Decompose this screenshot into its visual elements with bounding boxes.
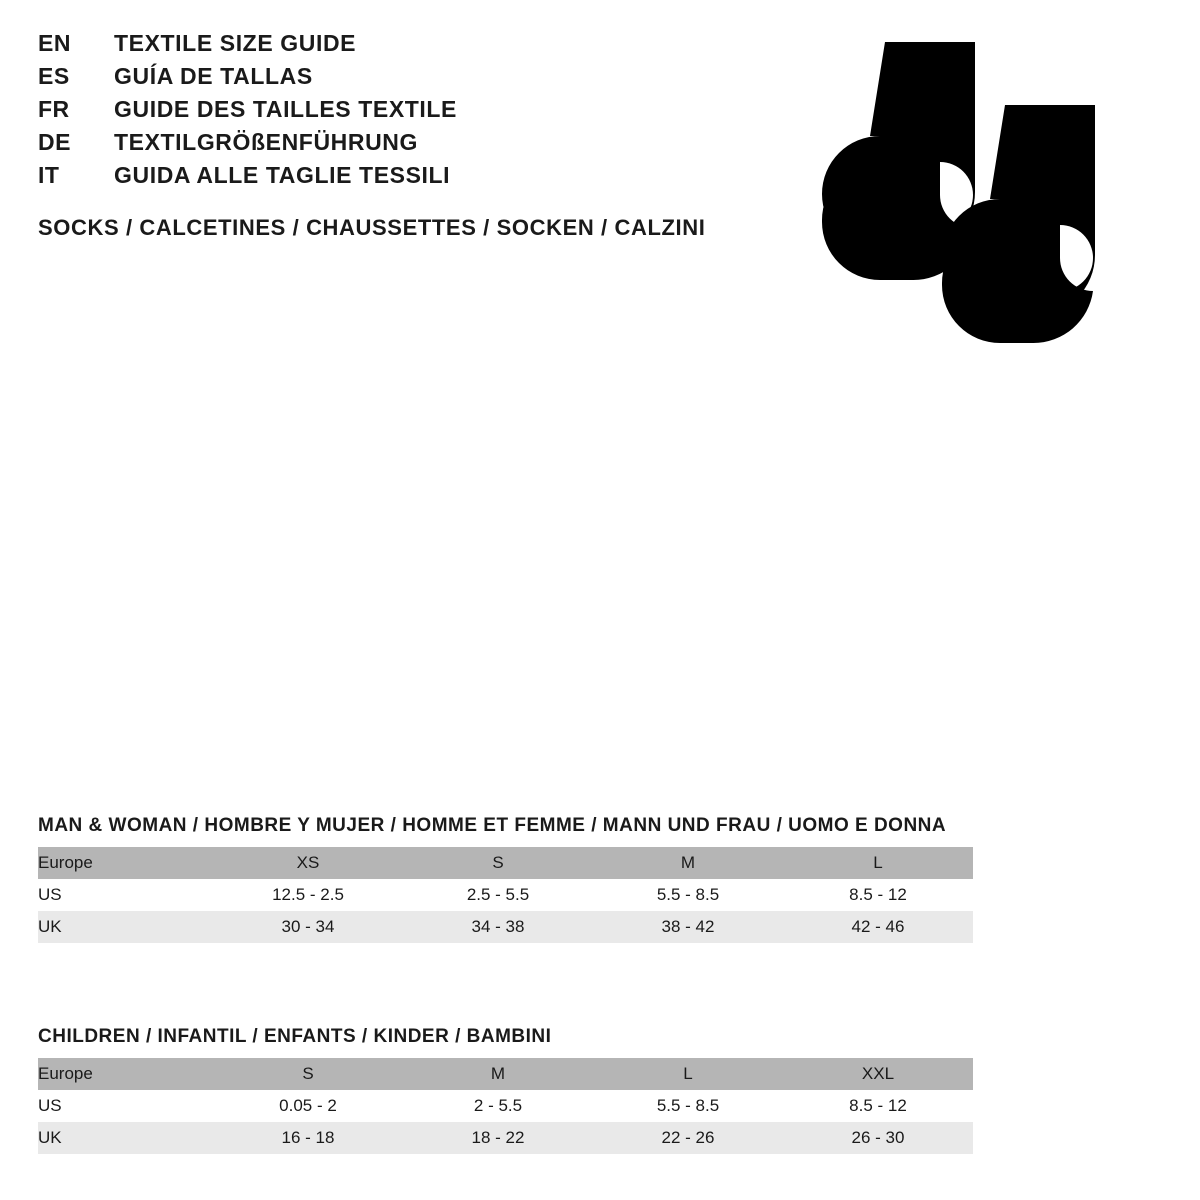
cell-uk-1: 16 - 18 xyxy=(213,1122,403,1154)
man-woman-section xyxy=(38,815,973,943)
language-row-it xyxy=(38,162,798,195)
cell-europe-3: M xyxy=(593,847,783,879)
language-row-fr xyxy=(38,96,798,129)
language-title-de: TEXTILGRÖßENFÜHRUNG xyxy=(114,129,418,155)
row-label-us: US xyxy=(38,1090,213,1122)
row-label-us: US xyxy=(38,879,213,911)
cell-europe-1: S xyxy=(213,1058,403,1090)
cell-us-4: 8.5 - 12 xyxy=(783,1090,973,1122)
table-row xyxy=(38,1122,973,1154)
row-label-uk: UK xyxy=(38,1122,213,1154)
language-title-en: TEXTILE SIZE GUIDE xyxy=(114,30,357,56)
language-title-fr: GUIDE DES TAILLES TEXTILE xyxy=(114,96,457,122)
cell-uk-3: 22 - 26 xyxy=(593,1122,783,1154)
cell-us-3: 5.5 - 8.5 xyxy=(593,1090,783,1122)
table-row xyxy=(38,1058,973,1090)
cell-uk-3: 38 - 42 xyxy=(593,911,783,943)
cell-europe-4: XXL xyxy=(783,1058,973,1090)
cell-us-2: 2.5 - 5.5 xyxy=(403,879,593,911)
cell-uk-1: 30 - 34 xyxy=(213,911,403,943)
cell-us-1: 12.5 - 2.5 xyxy=(213,879,403,911)
table-row xyxy=(38,911,973,943)
table-row xyxy=(38,879,973,911)
language-code-fr: FR xyxy=(38,96,70,122)
language-row-de xyxy=(38,129,798,162)
row-label-uk: UK xyxy=(38,911,213,943)
cell-us-2: 2 - 5.5 xyxy=(403,1090,593,1122)
cell-us-1: 0.05 - 2 xyxy=(213,1090,403,1122)
language-code-en: EN xyxy=(38,30,71,56)
row-label-europe: Europe xyxy=(38,1058,213,1090)
cell-europe-4: L xyxy=(783,847,973,879)
cell-europe-2: S xyxy=(403,847,593,879)
language-row-es xyxy=(38,63,798,96)
cell-europe-2: M xyxy=(403,1058,593,1090)
language-row-en xyxy=(38,30,798,63)
language-code-it: IT xyxy=(38,162,60,188)
children-section xyxy=(38,1026,973,1154)
row-label-europe: Europe xyxy=(38,847,213,879)
socks-illustration xyxy=(800,30,1140,360)
man-woman-title: MAN & WOMAN / HOMBRE Y MUJER / HOMME ET FEMME / MANN UND FRAU / UOMO E DONNA xyxy=(38,815,947,836)
language-title-it: GUIDA ALLE TAGLIE TESSILI xyxy=(114,162,451,188)
header-block xyxy=(38,30,798,241)
cell-uk-4: 26 - 30 xyxy=(783,1122,973,1154)
language-code-de: DE xyxy=(38,129,71,155)
man-woman-size-table xyxy=(38,847,973,943)
cell-us-3: 5.5 - 8.5 xyxy=(593,879,783,911)
cell-uk-2: 18 - 22 xyxy=(403,1122,593,1154)
children-size-table xyxy=(38,1058,973,1154)
cell-uk-4: 42 - 46 xyxy=(783,911,973,943)
cell-us-4: 8.5 - 12 xyxy=(783,879,973,911)
table-row xyxy=(38,847,973,879)
cell-uk-2: 34 - 38 xyxy=(403,911,593,943)
cell-europe-3: L xyxy=(593,1058,783,1090)
product-type-line: SOCKS / CALCETINES / CHAUSSETTES / SOCKEN / CALZINI xyxy=(38,215,706,240)
table-row xyxy=(38,1090,973,1122)
cell-europe-1: XS xyxy=(213,847,403,879)
language-title-es: GUÍA DE TALLAS xyxy=(114,63,313,89)
language-code-es: ES xyxy=(38,63,70,89)
children-title: CHILDREN / INFANTIL / ENFANTS / KINDER / BAMBINI xyxy=(38,1026,552,1047)
